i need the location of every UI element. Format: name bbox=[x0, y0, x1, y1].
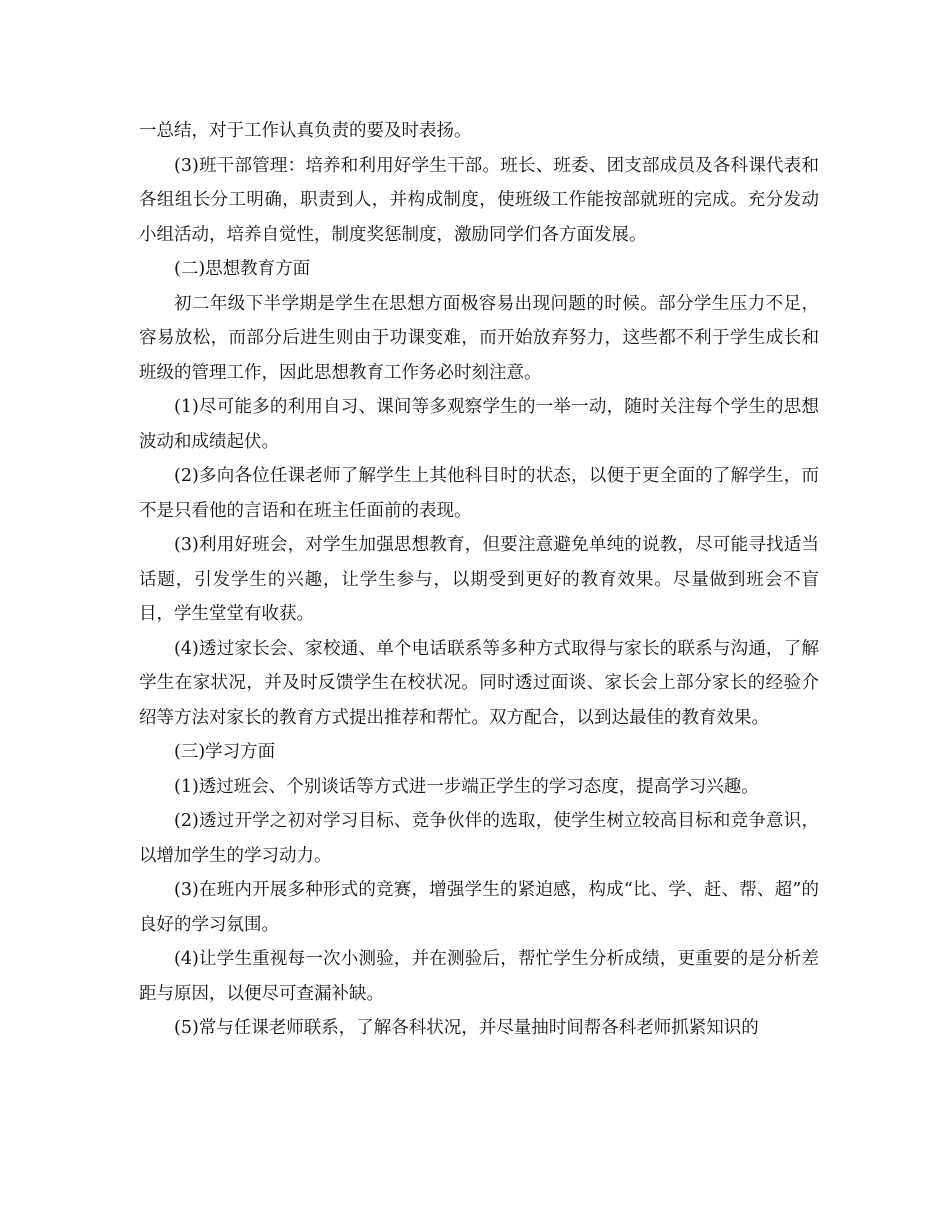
section-heading-ideological-education: (二)思想教育方面 bbox=[174, 259, 311, 279]
paragraph-study-item-4: (4)让学生重视每一次小测验，并在测验后，帮忙学生分析成绩，更重要的是分析差距与原因，以便尽可查漏补缺。 bbox=[139, 949, 819, 1004]
paragraph-ideological-item-3: (3)利用好班会，对学生加强思想教育，但要注意避免单纯的说教，尽可能寻找适当话题，引发学生的兴趣，让学生参与，以期受到更好的教育效果。尽量做到班会不盲目，学生堂堂有收获。 bbox=[139, 535, 819, 624]
paragraph-study-item-1: (1)透过班会、个别谈话等方式进一步端正学生的学习态度，提高学习兴趣。 bbox=[174, 776, 759, 797]
paragraph-ideological-item-2: (2)多向各位任课老师了解学生上其他科目时的状态，以便于更全面的了解学生，而不是只看他的言语和在班主任面前的表现。 bbox=[139, 466, 819, 521]
paragraph-study-item-5: (5)常与任课老师联系，了解各科状况，并尽量抽时间帮各科老师抓紧知识的 bbox=[174, 1018, 759, 1038]
section-heading-study: (三)学习方面 bbox=[174, 742, 276, 762]
paragraph-study-item-3: (3)在班内开展多种形式的竞赛，增强学生的紧迫感，构成“比、学、赶、帮、超”的良好的学习氛围。 bbox=[139, 880, 819, 935]
paragraph-continuation: 一总结，对于工作认真负责的要及时表扬。 bbox=[139, 121, 472, 141]
paragraph-ideological-item-4: (4)透过家长会、家校通、单个电话联系等多种方式取得与家长的联系与沟通，了解学生在家状况，并及时反馈学生在校状况。同时透过面谈、家长会上部分家长的经验介绍等方法对家长的教育方式提出推荐和帮忙。双方配合，以到达最佳的教育效果。 bbox=[139, 638, 819, 728]
paragraph-class-cadre-management: (3)班干部管理：培养和利用好学生干部。班长、班委、团支部成员及各科课代表和各组组长分工明确，职责到人，并构成制度，使班级工作能按部就班的完成。充分发动小组活动，培养自觉性，制度奖惩制度，激励同学们各方面发展。 bbox=[139, 155, 819, 245]
paragraph-ideological-item-1: (1)尽可能多的利用自习、课间等多观察学生的一举一动，随时关注每个学生的思想波动和成绩起伏。 bbox=[139, 397, 819, 452]
paragraph-study-item-2: (2)透过开学之初对学习目标、竞争伙伴的选取，使学生树立较高目标和竞争意识，以增加学生的学习动力。 bbox=[139, 811, 819, 866]
paragraph-ideological-intro: 初二年级下半学期是学生在思想方面极容易出现问题的时候。部分学生压力不足，容易放松，而部分后进生则由于功课变难，而开始放弃努力，这些都不利于学生成长和班级的管理工作，因此思想教育工作务必时刻注意。 bbox=[139, 293, 819, 383]
document-body bbox=[139, 114, 819, 1046]
